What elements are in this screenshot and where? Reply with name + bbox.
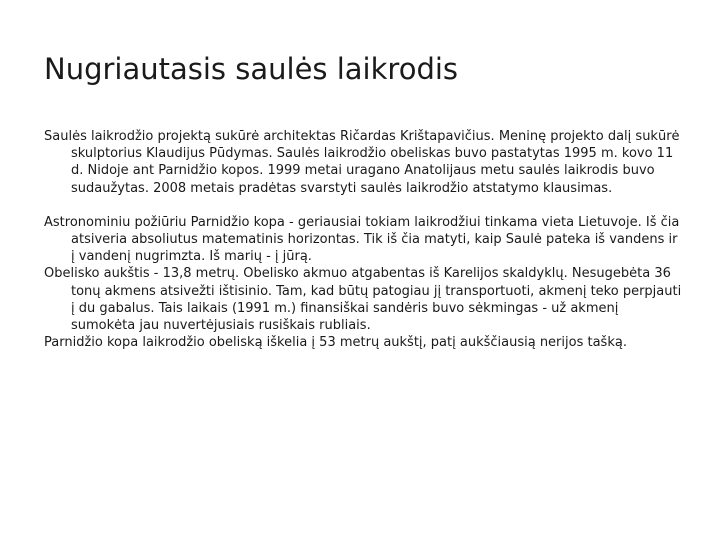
paragraph-spacer xyxy=(44,197,684,214)
slide-body xyxy=(44,128,684,351)
paragraph-history: Saulės laikrodžio projektą sukūrė architektas Ričardas Krištapavičius. Meninę projekto dalį sukūrė skulptorius Klaudijus Pūdymas. Saulės laikrodžio obeliskas buvo pastatytas 1995 m. kovo 11 d. Nidoje ant Parnidžio kopos. 1999 metai uragano Anatolijaus metu saulės laikrodis buvo sudaužytas. 2008 metais pradėtas svarstyti saulės laikrodžio atstatymo klausimas. xyxy=(44,129,680,196)
paragraph-astronomy: Astronominiu požiūriu Parnidžio kopa - geriausiai tokiam laikrodžiui tinkama vieta Lietuvoje. Iš čia atsiveria absoliutus matematinis horizontas. Tik iš čia matyti, kaip Saulė pateka iš vandens ir į vandenį nugrimzta. Iš marių - į jūrą. xyxy=(44,214,680,265)
paragraph-obelisk: Obelisko aukštis - 13,8 metrų. Obelisko akmuo atgabentas iš Karelijos skaldyklų. Nesugebėta 36 tonų akmens atsivežti ištisinio. Tam, kad būtų patogiau jį transportuoti, akmenį teko perpjauti į du gabalus. Tais laikais (1991 m.) finansiškai sandėris buvo sėkmingas - už akmenį sumokėta jau nuvertėjusiais rusiškais rubliais. xyxy=(44,266,682,334)
slide-title: Nugriautasis saulės laikrodis xyxy=(44,52,459,86)
paragraph-height: Parnidžio kopa laikrodžio obeliską iškelia į 53 metrų aukštį, patį aukščiausią nerijos tašką. xyxy=(44,335,627,351)
